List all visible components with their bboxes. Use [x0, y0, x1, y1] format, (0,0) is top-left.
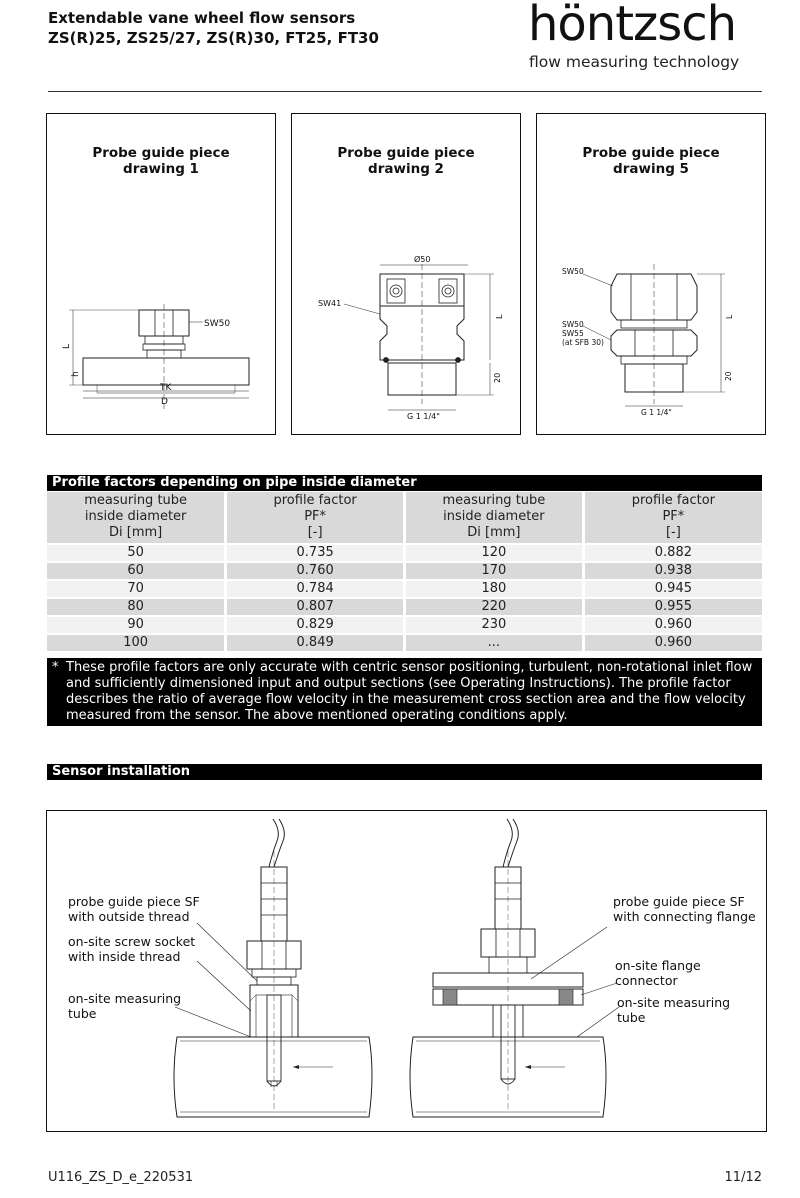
table-header-row [47, 492, 762, 544]
profile-section-heading: Profile factors depending on pipe inside diameter [47, 475, 762, 491]
svg-text:SW50: SW50 [562, 267, 584, 276]
table-row: 90 0.829 230 0.960 [47, 616, 762, 634]
installation-panel [46, 810, 767, 1132]
title-line-2: ZS(R)25, ZS25/27, ZS(R)30, FT25, FT30 [48, 29, 379, 47]
footnote-marker: * [52, 660, 59, 675]
svg-text:SW50: SW50 [204, 319, 231, 329]
label-flange-connector: on-site flange connector [615, 958, 701, 988]
drawing-1-panel [46, 113, 276, 435]
table-row: 100 0.849 ... 0.960 [47, 634, 762, 651]
drawing-5-figure [537, 114, 765, 434]
drawing-2-caption: Probe guide piece drawing 2 [337, 145, 475, 177]
svg-text:L: L [495, 314, 504, 319]
drawing-2-panel [291, 113, 521, 435]
label-measuring-tube-right: on-site measuring tube [617, 995, 731, 1025]
document-id: U116_ZS_D_e_220531 [48, 1170, 194, 1185]
svg-text:SW55: SW55 [562, 329, 584, 338]
svg-text:(at SFB 30): (at SFB 30) [562, 338, 604, 347]
installation-section-heading: Sensor installation [47, 764, 762, 780]
label-measuring-tube-left: on-site measuring tube [68, 991, 182, 1021]
svg-text:SW41: SW41 [318, 299, 342, 308]
svg-text:Ø50: Ø50 [414, 255, 431, 264]
svg-text:D: D [161, 397, 168, 407]
svg-text:20: 20 [493, 372, 502, 383]
drawing-1-caption: Probe guide piece drawing 1 [92, 145, 230, 177]
label-probe-guide-flange: probe guide piece SF with connecting flange [613, 894, 756, 924]
header-profile-factor: profile factor PF* [-] [226, 492, 405, 544]
table-row: 70 0.784 180 0.945 [47, 580, 762, 598]
document-title [48, 8, 379, 48]
table-row: 50 0.735 120 0.882 [47, 544, 762, 562]
header-tube-diameter: measuring tube inside diameter Di [mm] [47, 492, 226, 544]
drawing-1-figure [47, 114, 275, 434]
profile-footnote [47, 658, 762, 726]
drawing-2-figure [292, 114, 520, 434]
header-profile-factor: profile factor PF* [-] [583, 492, 762, 544]
svg-text:L: L [725, 314, 734, 319]
drawing-5-panel [536, 113, 766, 435]
svg-text:h: h [71, 371, 81, 377]
svg-text:G 1 1/4": G 1 1/4" [407, 412, 440, 421]
header-tube-diameter: measuring tube inside diameter Di [mm] [405, 492, 584, 544]
svg-text:TK: TK [160, 383, 172, 393]
footnote-text: These profile factors are only accurate with centric sensor positioning, turbulent, non-rotational inlet flow and sufficiently dimensioned input and output sections (see Operating Instructions). The profile factor describes the ratio of average flow velocity in the measurement cross section area and the flow velocity measured from the sensor. The above mentioned operating conditions apply. [66, 660, 753, 723]
svg-text:20: 20 [724, 371, 733, 381]
profile-factor-table [47, 492, 762, 651]
page-number: 11/12 [724, 1170, 762, 1185]
svg-text:L: L [62, 343, 72, 349]
header-divider [48, 91, 762, 92]
label-probe-guide-outside-thread: probe guide piece SF with outside thread [68, 894, 200, 924]
table-row: 80 0.807 220 0.955 [47, 598, 762, 616]
table-row: 60 0.760 170 0.938 [47, 562, 762, 580]
company-tagline: flow measuring technology [529, 53, 740, 71]
drawing-5-caption: Probe guide piece drawing 5 [582, 145, 720, 177]
svg-text:SW50: SW50 [562, 320, 584, 329]
company-logo: höntzsch [528, 0, 737, 52]
title-line-1: Extendable vane wheel flow sensors [48, 9, 356, 27]
label-screw-socket: on-site screw socket with inside thread [68, 934, 196, 964]
svg-text:G 1 1/4": G 1 1/4" [641, 408, 672, 417]
